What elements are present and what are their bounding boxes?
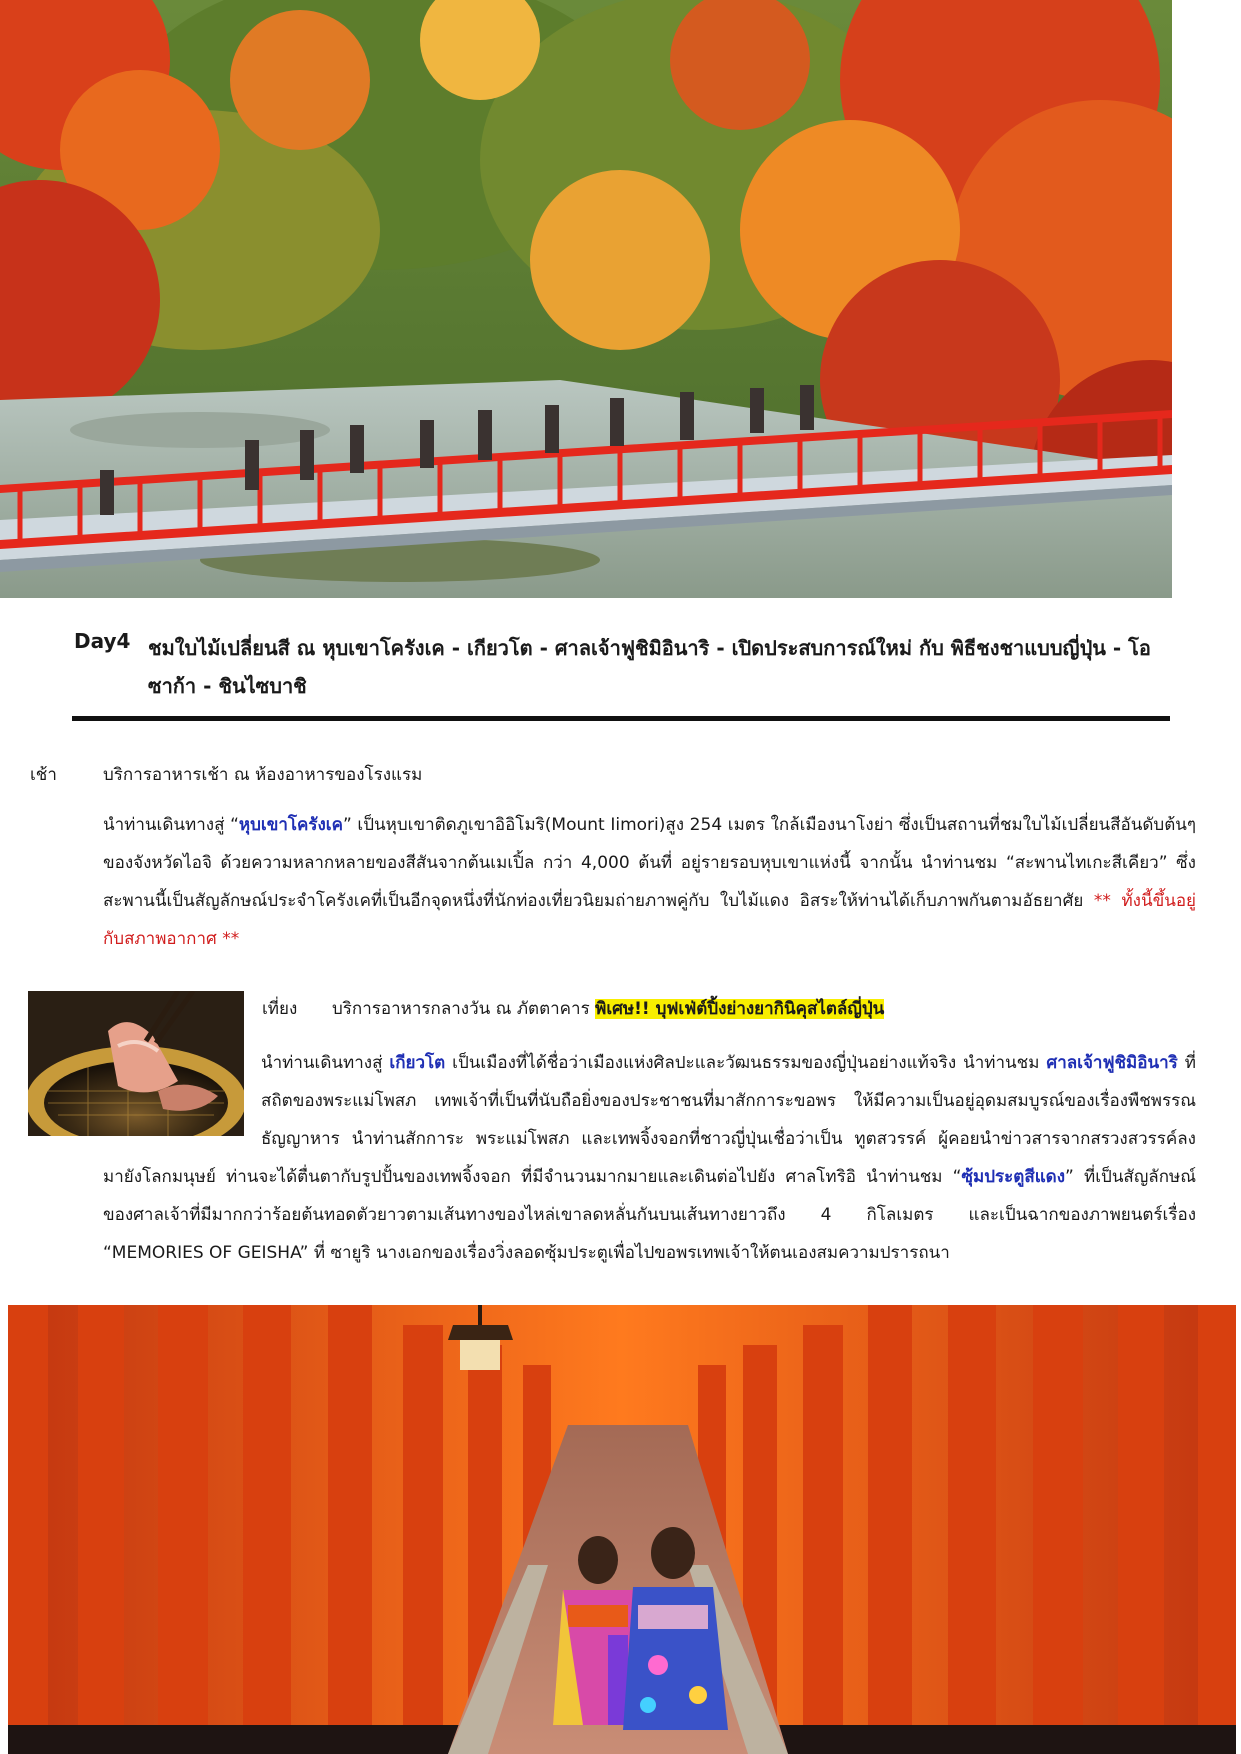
kyoto-text-mid2: ที่สถิตของพระแม่โพสภ เทพเจ้าที่เป็นที่นับถือยิ่งของประชาชนที่มาสักการะขอพร ให้มีความเป็นอยู่อุดมสมบูรณ์ของเรื่องพืชพรรณธัญญาหาร นำท่านสักการะ พระแม่โพสภ และเทพจิ้งจอกที่ชาวญี่ปุ่นเชื่อว่าเป็น ทูตสวรรค์ ผู้คอยนำข่าวสารจากสรวงสวรรค์ลงมายังโลกมนุษย์ ท่านจะได้ตื่นตากับรูปปั้นของเทพจิ้งจอก ที่มีจำนวนมากมายและเดินต่อไปยัง ศาลโทริอิ นำท่านชม “ (103, 1053, 1196, 1187)
day-label: Day4 (74, 629, 131, 653)
yakiniku-highlight: พิเศษ!! บุฟเฟ่ต์ปิ้งย่างยากินิคุสไตล์ญี่ปุ่น (595, 999, 885, 1019)
kyoto-link: เกียวโต (389, 1053, 446, 1073)
korankei-link: หุบเขาโครังเค (238, 815, 343, 835)
kyoto-paragraph (103, 1044, 1196, 1272)
noon-time: เที่ยง (262, 999, 298, 1019)
morning-text-start: นำท่านเดินทางสู่ “ (103, 815, 239, 835)
torii-gate-link: ซุ้มประตูสีแดง (961, 1167, 1065, 1187)
fushimi-inari-link: ศาลเจ้าฟูชิมิอินาริ (1046, 1053, 1178, 1073)
noon-meal-line (332, 990, 884, 1028)
morning-meal: บริการอาหารเช้า ณ ห้องอาหารของโรงแรม (103, 765, 423, 785)
morning-paragraph (103, 806, 1196, 958)
day-title: ชมใบไม้เปลี่ยนสี ณ หุบเขาโครังเค - เกียวโต - ศาลเจ้าฟูชิมิอินาริ - เปิดประสบการณ์ใหม่ กับ พิธีชงชาแบบญี่ปุ่น - โอซาก้า - ชินไซบาชิ (148, 636, 1151, 698)
header-divider (72, 716, 1170, 721)
photo-wrap-spacer (103, 1044, 261, 1158)
autumn-bridge-photo (0, 0, 1172, 598)
kyoto-text-mid1: เป็นเมืองที่ได้ชื่อว่าเมืองแห่งศิลปะและวัฒนธรรมของญี่ปุ่นอย่างแท้จริง นำท่านชม (445, 1053, 1047, 1073)
noon-meal: บริการอาหารกลางวัน ณ ภัตตาคาร (332, 999, 596, 1019)
weather-note: ** ทั้งนี้ขึ้นอยู่กับสภาพอากาศ ** (103, 891, 1196, 949)
morning-time: เช้า (30, 765, 57, 785)
kyoto-text-end: ” ที่เป็นสัญลักษณ์ของศาลเจ้าที่มีมากกว่าร้อยต้นทอดตัวยาวตามเส้นทางของไหล่เขาลดหลั่นกันบนเส้นทางยาวถึง 4 กิโลเมตร และเป็นฉากของภาพยนตร์เรื่อง “MEMORIES OF GEISHA” ที่ ซายูริ นางเอกของเรื่องวิ่งลอดซุ้มประตูเพื่อไปขอพรเทพเจ้าให้ตนเองสมความปรารถนา (103, 1167, 1196, 1263)
kyoto-text-start: นำท่านเดินทางสู่ (261, 1053, 390, 1073)
morning-text-rest: ” เป็นหุบเขาติดภูเขาอิอิโมริ(Mount Iimori)สูง 254 เมตร ใกล้เมืองนาโงย่า ซึ่งเป็นสถานที่ชมใบไม้เปลี่ยนสีอันดับต้นๆของจังหวัดไอจิ ด้วยความหลากหลายของสีสันจากต้นเมเปิ้ล กว่า 4,000 ต้นที่ อยู่รายรอบหุบเขาแห่งนี้ จากนั้น นำท่านชม “สะพานไทเกะสีเคียว” ซึ่งสะพานนี้เป็นสัญลักษณ์ประจำโครังเคที่เป็นอีกจุดหนึ่งที่นักท่องเที่ยวนิยมถ่ายภาพคู่กับ ใบไม้แดง อิสระให้ท่านได้เก็บภาพกันตามอัธยาศัย (103, 815, 1196, 911)
fushimi-torii-photo (8, 1305, 1236, 1754)
